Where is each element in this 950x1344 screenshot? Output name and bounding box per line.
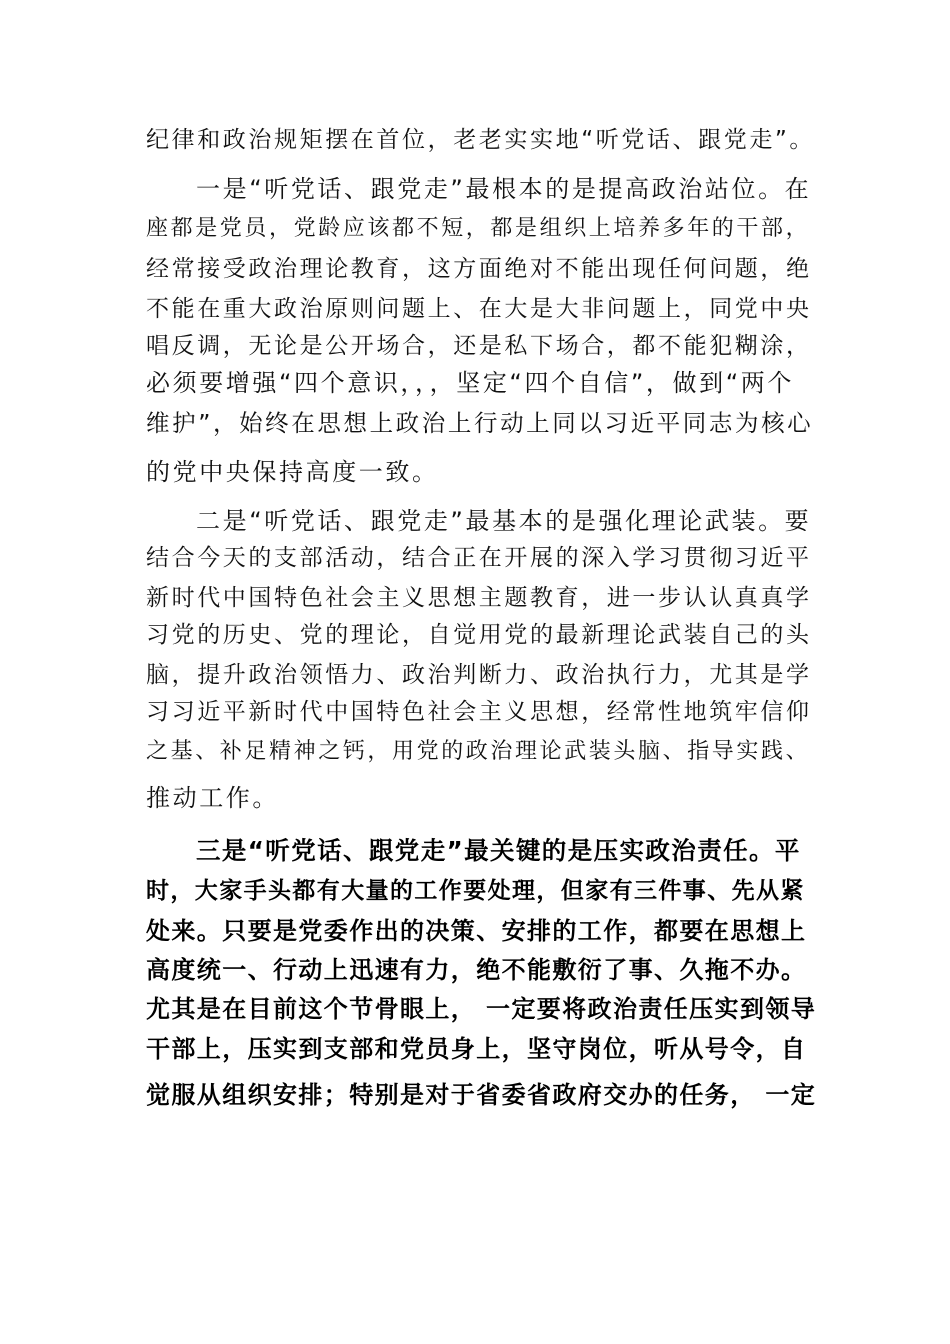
text-line: 习党的历史、党的理论，自觉用党的最新理论武装自己的头 bbox=[146, 622, 812, 648]
text-line: 一是“听党话、跟党走”最根本的是提高政治站位。在 bbox=[196, 175, 812, 203]
text-line: 结合今天的支部活动，结合正在开展的深入学习贯彻习近平 bbox=[146, 545, 812, 571]
text-line: 的党中央保持高度一致。 bbox=[146, 458, 439, 486]
bold-text-line: 高度统一、行动上迅速有力，绝不能敷衍了事、久拖不办。 bbox=[146, 956, 807, 984]
text-line: 必须要增强“四个意识，，，坚定“四个自信”，做到“两个 bbox=[146, 369, 794, 397]
text-line: 不能在重大政治原则问题上、在大是大非问题上，同党中央 bbox=[146, 296, 812, 322]
bold-text-line: 尤其是在目前这个节骨眼上， 一定要将政治责任压实到领导 bbox=[146, 995, 817, 1023]
text-line: 经常接受政治理论教育，这方面绝对不能出现任何问题，绝 bbox=[146, 256, 812, 282]
text-line: 唱反调，无论是公开场合，还是私下场合，都不能犯糊涂， bbox=[146, 333, 812, 359]
text-line: 脑，提升政治领悟力、政治判断力、政治执行力，尤其是学 bbox=[146, 662, 812, 688]
text-line: 新时代中国特色社会主义思想主题教育，进一步认认真真学 bbox=[146, 585, 812, 611]
bold-text-line: 处来。只要是党委作出的决策、安排的工作，都要在思想上 bbox=[146, 917, 807, 945]
bold-text-line: 三是“听党话、跟党走”最关键的是压实政治责任。平 bbox=[196, 836, 801, 865]
text-line: 维护”，始终在思想上政治上行动上同以习近平同志为核心 bbox=[146, 409, 814, 437]
text-line: 二是“听党话、跟党走”最基本的是强化理论武装。要 bbox=[196, 507, 812, 535]
text-line: 纪律和政治规矩摆在首位，老老实实地“听党话、跟党走”。 bbox=[146, 127, 816, 153]
text-line: 推动工作。 bbox=[146, 784, 279, 812]
bold-text-line: 时，大家手头都有大量的工作要处理，但家有三件事、先从紧 bbox=[146, 878, 805, 904]
bold-text-line: 觉服从组织安排；特别是对于省委省政府交办的任务， 一定 bbox=[146, 1081, 817, 1109]
text-line: 之基、补足精神之钙，用党的政治理论武装头脑、指导实践、 bbox=[146, 739, 811, 764]
text-line: 习习近平新时代中国特色社会主义思想，经常性地筑牢信仰 bbox=[146, 699, 812, 725]
text-line: 座都是党员，党龄应该都不短，都是组织上培养多年的干部， bbox=[146, 216, 811, 241]
bold-text-line: 干部上，压实到支部和党员身上，坚守岗位，听从号令，自 bbox=[146, 1035, 807, 1063]
